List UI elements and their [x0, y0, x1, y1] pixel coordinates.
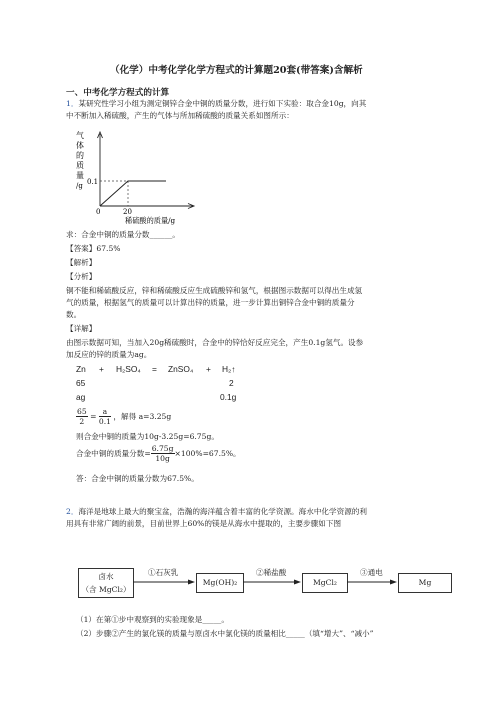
analysis-line-3: 数。 — [66, 310, 82, 319]
graph-x-tick-20: 20 — [123, 208, 132, 216]
equation-equals: = — [152, 364, 157, 374]
percentage-prefix: 合金中铜的质量分数= — [76, 449, 151, 458]
equation-row3-left: ag — [76, 392, 86, 402]
equation-h2so4: H₂SO₄ — [116, 364, 141, 374]
detail-line-1: 由图示数据可知，当加入20g稀硫酸时，合金中的锌恰好反应完全，产生0.1g氢气。设参 — [66, 338, 364, 347]
answer-label: 【答案】67.5% — [66, 244, 121, 253]
equation-znso4: ZnSO₄ — [168, 364, 194, 374]
gas-mass-graph — [70, 126, 210, 226]
flow-box-mgcl2: MgCl₂ — [302, 573, 348, 593]
ratio-den-1: 2 — [79, 417, 85, 426]
jiexi-label: 【解析】 — [66, 258, 97, 267]
percentage-fraction — [151, 444, 175, 463]
percentage-suffix: ×100%=67.5%。 — [174, 449, 241, 458]
question-1-number: 1． — [66, 99, 79, 108]
ratio-den-2: 0.1 — [98, 417, 111, 426]
graph-ylabel-5: 量 — [76, 171, 84, 180]
page-title: （化学）中考化学化学方程式的计算题20套(带答案)含解析 — [110, 65, 363, 76]
graph-x-tick-0: 0 — [96, 208, 101, 216]
equation-row2-right: 2 — [229, 378, 234, 388]
question-1-text-1: 某研究性学习小组为测定铜锌合金中铜的质量分数，进行如下实验：取合金10g，向其 — [78, 99, 367, 108]
equation-h2: H₂↑ — [222, 364, 236, 374]
conclusion-line: 答：合金中铜的质量分数为67.5%。 — [76, 474, 199, 483]
percentage-line — [76, 444, 241, 463]
flow-arrow-2 — [243, 578, 301, 586]
analysis-line-2: 气的质量，根据氢气的质量可以计算出锌的质量，进一步计算出铜锌合金中铜的质量分 — [66, 298, 355, 307]
flow-step-3-label: ③通电 — [360, 568, 383, 577]
flow-step-2-label: ②稀盐酸 — [256, 568, 287, 577]
percentage-den: 10g — [155, 454, 170, 463]
ratio-num-2: a — [99, 407, 111, 417]
equation-row3-right: 0.1g — [220, 392, 237, 402]
fenxi-label: 【分析】 — [66, 272, 97, 281]
question-2-line-1 — [66, 506, 367, 517]
graph-ylabel-1: 气 — [76, 131, 84, 140]
question-2-line-2: 用具有非常广阔的前景，目前世界上60%的镁是从海水中提取的，主要步骤如下图 — [66, 519, 342, 528]
ratio-fraction-1 — [76, 407, 88, 426]
ratio-expression — [76, 407, 171, 426]
question-2-sub-1: （1）在第①步中观察到的实验现象是_____。 — [76, 615, 229, 624]
section-heading: 一、中考化学方程式的计算 — [66, 88, 170, 98]
flow-step-1-label: ①石灰乳 — [148, 568, 179, 577]
question-2-number: 2． — [66, 507, 79, 516]
graph-axes — [98, 132, 195, 209]
flow-box-mg: Mg — [398, 573, 452, 593]
equation-plus-1: + — [99, 364, 104, 374]
ratio-num-1: 65 — [77, 407, 87, 416]
flow-box-brine — [78, 568, 134, 598]
graph-y-tick: 0.1 — [87, 178, 99, 186]
copper-mass-line: 则合金中铜的质量为10g-3.25g=6.75g。 — [76, 432, 219, 441]
graph-ylabel-2: 体 — [76, 141, 84, 150]
equation-row2-left: 65 — [76, 378, 86, 388]
question-1-ask: 求：合金中铜的质量分数______。 — [66, 230, 180, 239]
flow-arrow-3 — [347, 578, 397, 586]
graph-ylabel-6: /g — [76, 182, 83, 190]
question-1-line-1 — [66, 98, 366, 109]
equation-plus-2: + — [206, 364, 211, 374]
ratio-result: ，解得 a=3.25g — [113, 412, 172, 421]
question-2-text-1: 海洋是地球上最大的聚宝盆，浩瀚的海洋蕴含着丰富的化学资源。海水中化学资源的利 — [78, 507, 367, 516]
question-2-sub-2: （2）步骤②产生的氯化镁的质量与原卤水中氯化镁的质量相比_____（填“增大”、“减小” — [76, 629, 374, 638]
flow-box-brine-label: 卤水 — [98, 572, 114, 581]
flow-box-brine-sublabel: （含 MgCl₂） — [81, 585, 131, 594]
analysis-line-1: 铜不能和稀硫酸反应，锌和稀硫酸反应生成硫酸锌和氢气，根据图示数据可以得出生成氢 — [66, 286, 363, 295]
equation-zn: Zn — [76, 364, 86, 374]
percentage-num: 6.75g — [151, 444, 174, 453]
detail-line-2: 加反应的锌的质量为ag。 — [66, 350, 152, 359]
flow-box-mgoh2: Mg(OH)₂ — [196, 573, 244, 593]
graph-ylabel-4: 质 — [76, 161, 84, 170]
graph-ylabel-3: 的 — [76, 151, 84, 160]
graph-data-line — [100, 181, 166, 206]
xiangjie-label: 【详解】 — [66, 324, 97, 333]
graph-xlabel: 稀硫酸的质量/g — [125, 216, 176, 225]
ratio-fraction-2 — [99, 407, 111, 426]
ratio-equals: = — [90, 412, 97, 421]
flow-arrow-1 — [133, 578, 195, 586]
question-1-line-2: 中不断加入稀硫酸，产生的气体与所加稀硫酸的质量关系如图所示： — [66, 111, 294, 120]
